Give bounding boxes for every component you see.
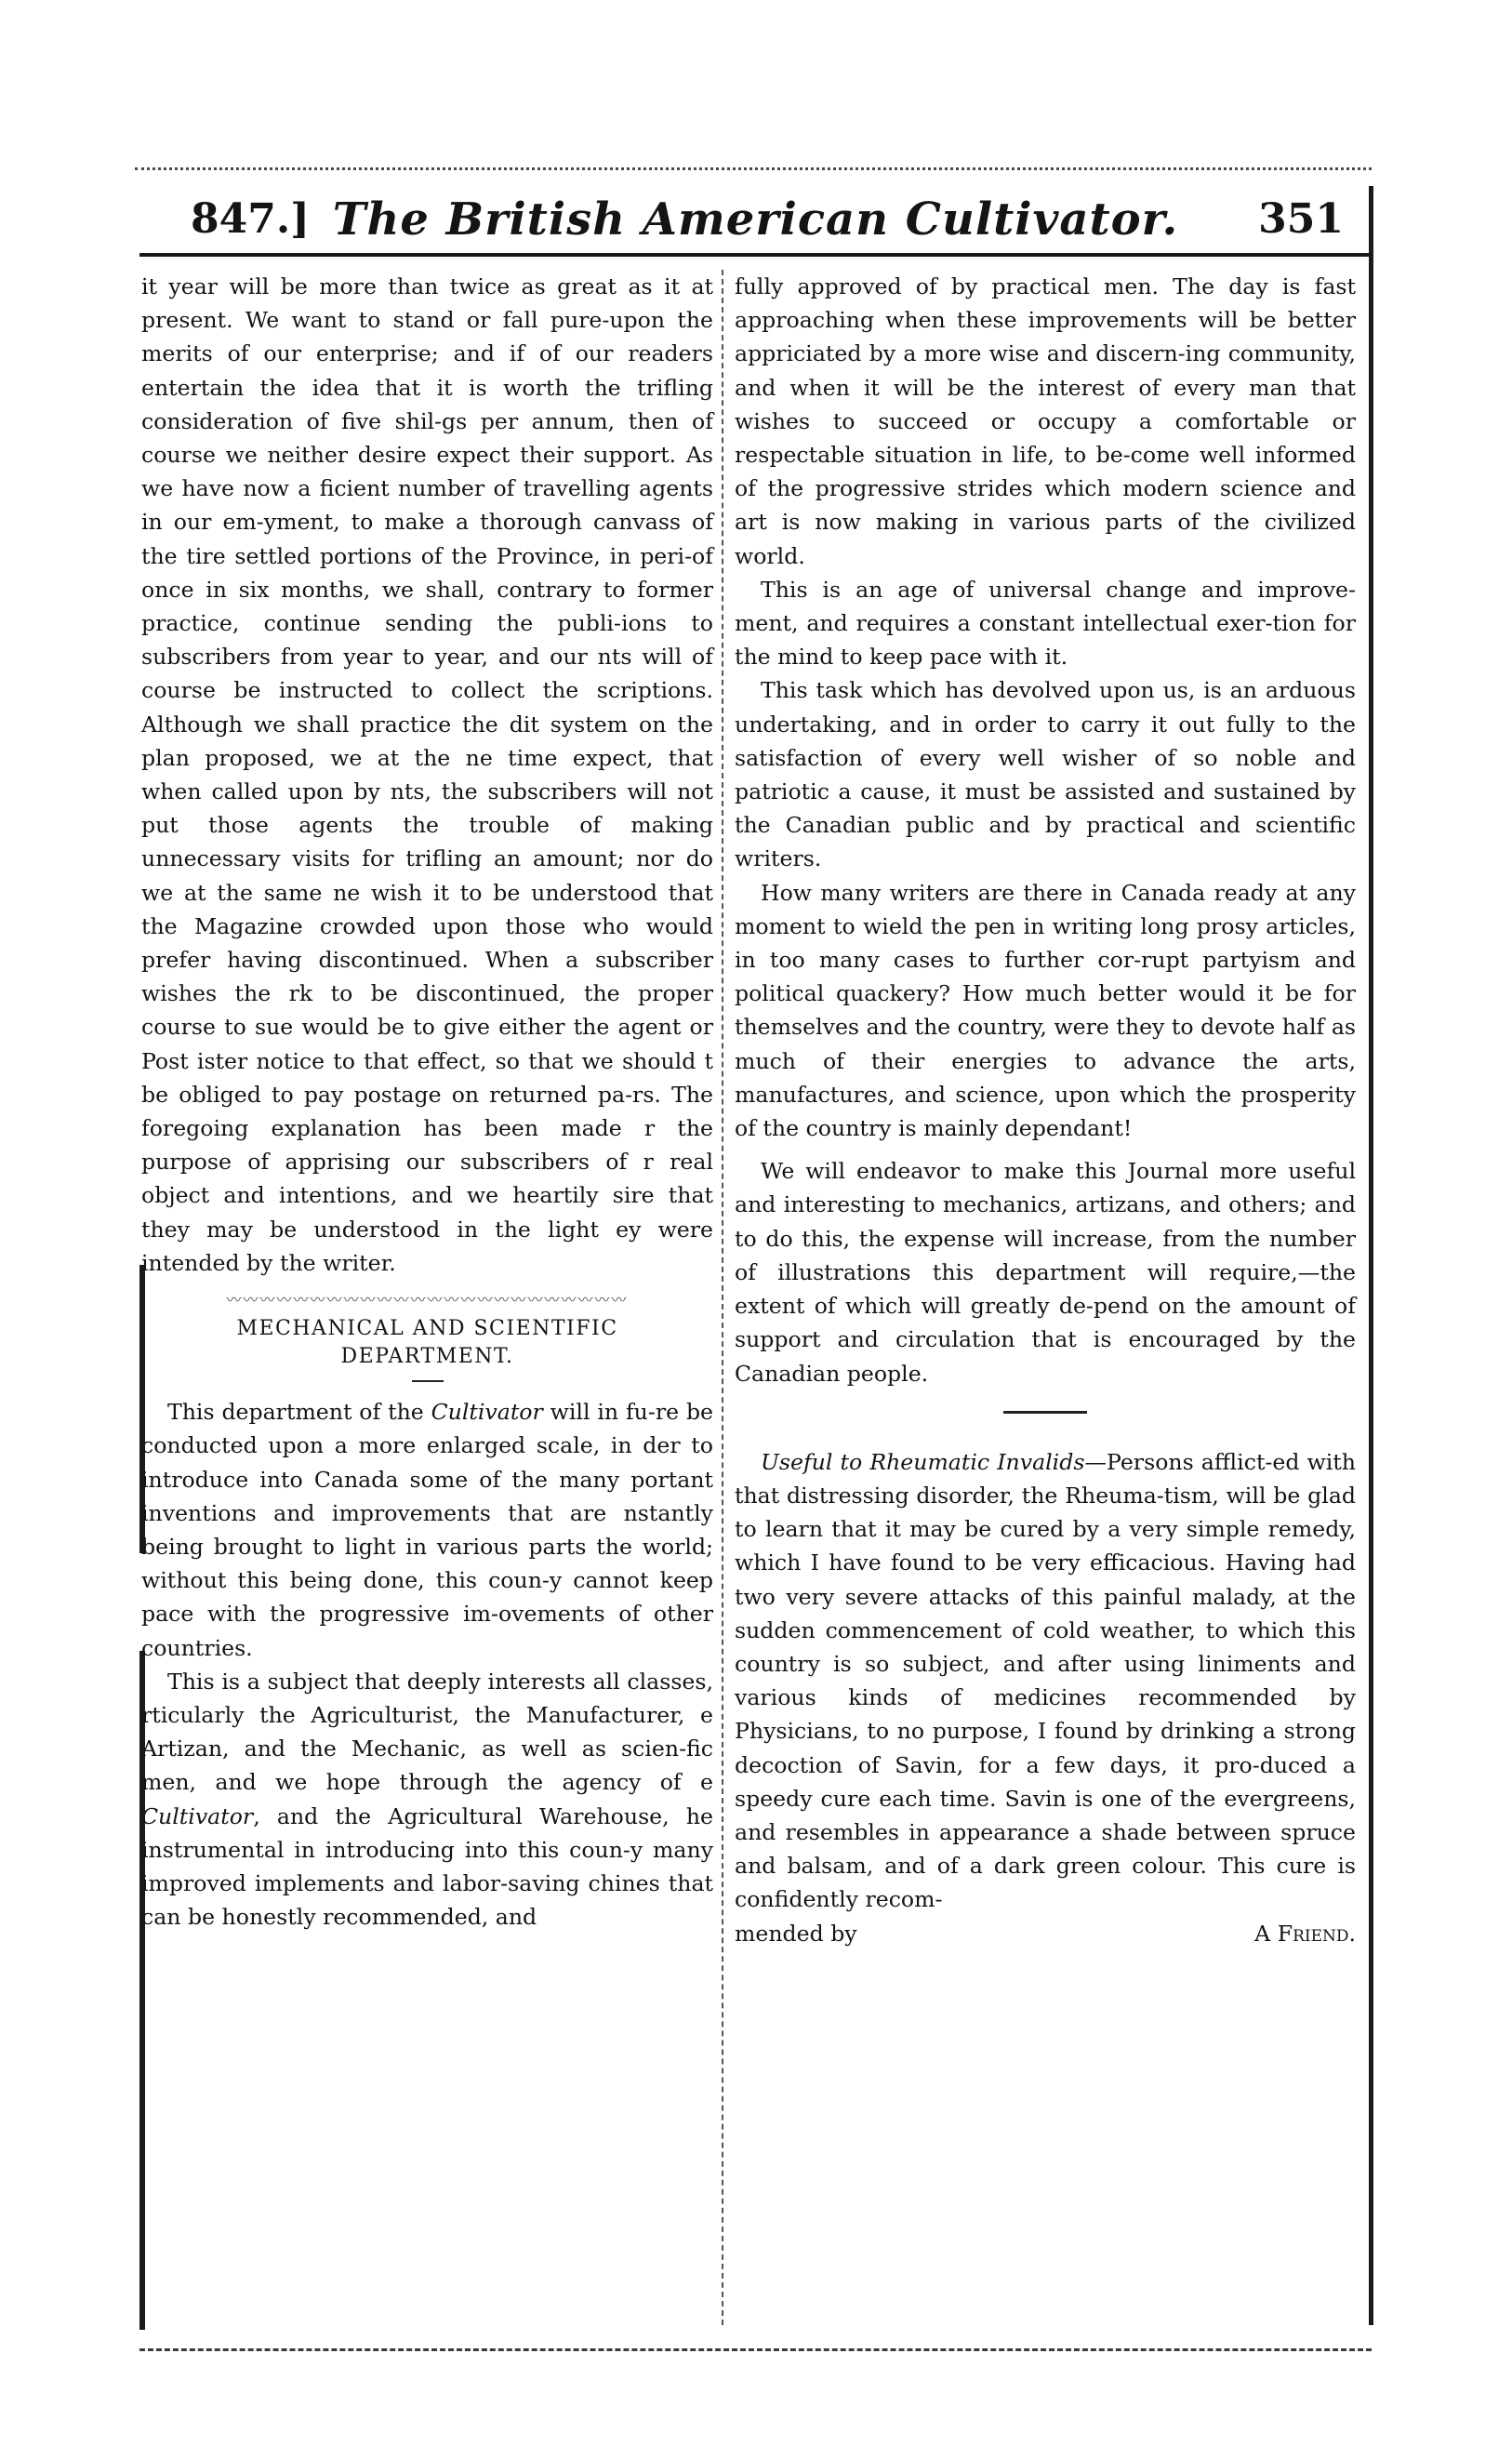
bottom-dashed-rule [139, 2348, 1372, 2351]
running-title: The British American Cultivator. [332, 193, 1179, 246]
article-heading: Useful to Rheumatic Invalids [761, 1448, 1085, 1475]
short-rule [412, 1380, 444, 1382]
para3-lead: This is a subject that deeply interests all classes, rticularly the Agriculturist, the Manufacturer, e Artizan, and the Mechanic, as well as scien-fic men, and we hope through the agency of e [141, 1668, 713, 1796]
right-paragraph-4: How many writers are there in Canada ready at any moment to wield the pen in writing long prosy articles, in too many cases to further cor-rupt partyism and political quackery? How much better would it be for themselves and the country, were they to devote half as much of their energies to advance the arts, manufactures, and science, upon which the prosperity of the country is mainly dependant! [735, 879, 1356, 1142]
short-rule [1003, 1411, 1087, 1414]
right-column [735, 270, 1356, 1950]
para2-rest: will in fu-re be conducted upon a more enlarged scale, in der to introduce into Canada some of the many portant inventions and improvements that are nstantly being brought to light in various parts the world; without this being done, this coun-y cannot keep pace with the progressive im-ovements of other countries. [141, 1399, 714, 1661]
article-body: —Persons afflict-ed with that distressing disorder, the Rheuma-tism, will be glad to learn that it may be cured by a very simple remedy, which I have found to be very efficacious. Having had two very severe attacks of this painful malady, at the sudden commencement of cold weather, to which this country is so subject, and after using liniments and various kinds of medicines recommended by Physicians, to no purpose, I found by drinking a strong decoction of Savin, for a few days, it pro-duced a speedy cure each time. Savin is one of the evergreens, and resembles in appearance a shade between spruce and balsam, and of a dark green colour. This cure is confidently recom- [735, 1448, 1356, 1913]
left-paragraph-1: it year will be more than twice as great as it at present. We want to stand or fall pure-upon the merits of our enterprise; and if of our readers entertain the idea that it is worth the trifling consideration of five shil-gs per annum, then of course we neither desire expect their support. As we have now a ficient number of travelling agents in our em-yment, to make a thorough canvass of the tire settled portions of the Province, in peri-of once in six months, we shall, contrary to former practice, continue sending the publi-ions to subscribers from year to year, and our nts will of course be instructed to collect the scriptions. Although we shall practice the dit system on the plan proposed, we at the ne time expect, that when called upon by nts, the subscribers will not put those agents the trouble of making unnecessary visits for trifling an amount; nor do we at the same ne wish it to be understood that the Magazine crowded upon those who would prefer having discontinued. When a subscriber wishes the rk to be discontinued, the proper course to sue would be to give either the agent or Post ister notice to that effect, so that we should t be obliged to pay postage on returned pa-rs. The foregoing explanation has been made r the purpose of apprising our subscribers of r real object and intentions, and we heartily sire that they may be understood in the light ey were intended by the writer. [141, 273, 713, 1276]
para3-rest: , and the Agricultural Warehouse, he instrumental in introducing into this coun-y many improved implements and labor-saving chines that can be honestly recommended, and [141, 1802, 713, 1931]
right-paragraph-3: This task which has devolved upon us, is an arduous undertaking, and in order to carry it out fully to the satisfaction of every well wisher of so noble and patriotic a cause, it must be assisted and sustained by the Canadian public and by practical and scientific writers. [735, 677, 1356, 872]
para2-lead: This department of the [167, 1399, 431, 1426]
signature-line [735, 1917, 1356, 1950]
top-dotted-rule [135, 167, 1372, 170]
para3-italic: Cultivator [141, 1802, 254, 1829]
left-paragraph-2 [141, 1395, 713, 1665]
wavy-divider: 〰〰〰〰〰〰〰〰〰〰〰〰〰〰〰〰〰〰〰〰〰〰〰〰 [226, 1291, 629, 1310]
right-paragraph-2: This is an age of universal change and improve-ment, and requires a constant intellectual exer-tion for the mind to keep pace with it. [735, 576, 1356, 671]
page-header [139, 184, 1372, 249]
section-title-line-2: DEPARTMENT. [340, 1345, 514, 1369]
right-paragraph-1: fully approved of by practical men. The day is fast approaching when these improvements will be better appriciated by a more wise and discern-ing community, and when it will be the interest of every man that wishes to succeed or occupy a comfortable or respectable situation in life, to be-come well informed of the progressive strides which modern science and art is now making in various parts of the civilized world. [735, 273, 1356, 569]
header-rule [139, 253, 1372, 257]
page-number: 351 [1258, 195, 1344, 243]
section-title [141, 1315, 713, 1371]
section-title-line-1: MECHANICAL AND SCIENTIFIC [236, 1317, 618, 1341]
right-margin-bar [1369, 186, 1373, 2325]
left-paragraph-3 [141, 1665, 713, 1935]
para2-italic: Cultivator [431, 1399, 543, 1426]
folio-left: 847.] [191, 195, 310, 243]
column-divider [722, 270, 723, 2325]
right-paragraph-6 [735, 1445, 1356, 1917]
right-paragraph-5: We will endeavor to make this Journal more useful and interesting to mechanics, artizans, and others; and to do this, the expense will increase, from the number of illustrations this department will require,—the extent of which will greatly de-pend on the amount of support and circulation that is encouraged by the Canadian people. [735, 1158, 1356, 1387]
left-column [141, 270, 713, 1934]
signature: A Friend. [1254, 1920, 1356, 1947]
article-end: mended by [735, 1920, 857, 1947]
